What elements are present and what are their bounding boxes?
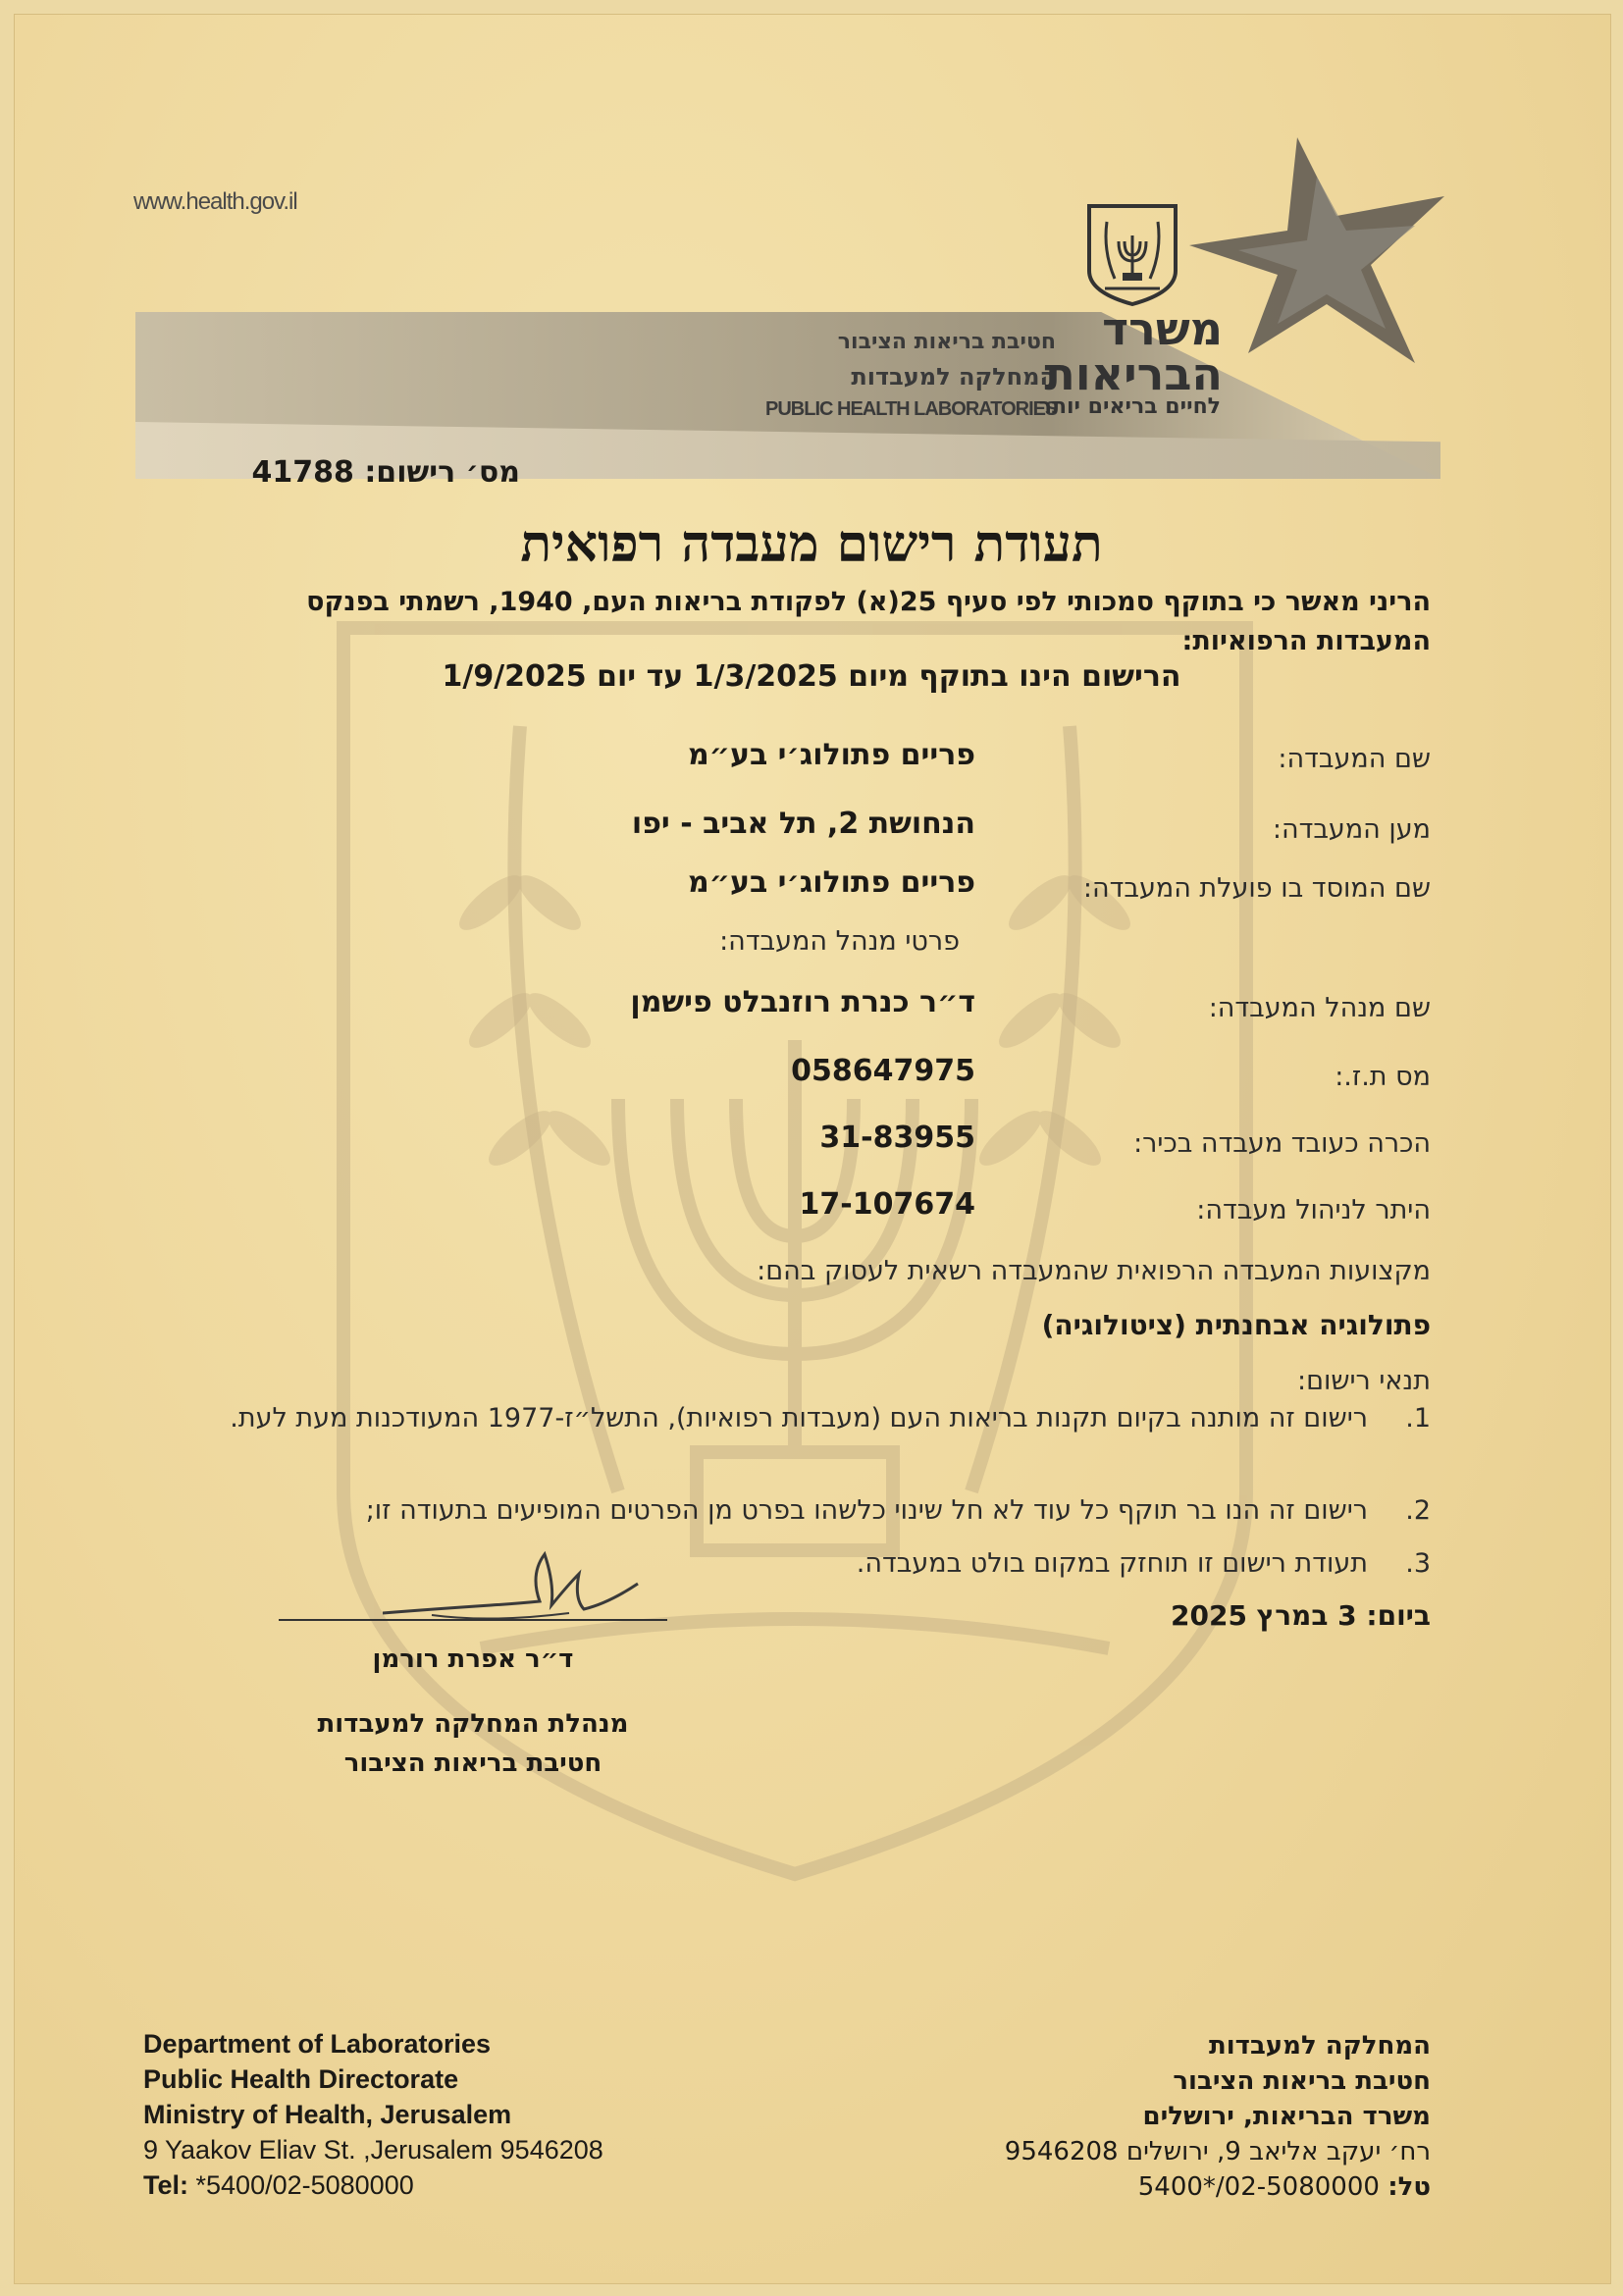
footer-he-ministry: משרד הבריאות, ירושלים <box>1142 2102 1431 2131</box>
ministry-logo-text <box>1044 302 1223 400</box>
footer-en-phone-value: *5400/02-5080000 <box>195 2170 414 2200</box>
footer-en-address: 9 Yaakov Eliav St. ,Jerusalem 9546208 <box>143 2135 603 2165</box>
director-details-label: פרטי מנהל המעבדה: <box>719 926 960 957</box>
director-name-value: ד״ר כנרת רוזנבלט פישמן <box>630 985 975 1019</box>
condition-number: 2. <box>1405 1495 1431 1526</box>
footer-en-directorate: Public Health Directorate <box>143 2064 459 2094</box>
condition-number: 1. <box>1405 1403 1431 1434</box>
registration-number <box>251 455 520 490</box>
lab-address-value: הנחושת 2, תל אביב - יפו <box>631 807 975 841</box>
footer-he-phone-value: 02-5080000/*5400 <box>1137 2172 1380 2202</box>
ministry-logo-line1: משרד <box>1102 302 1223 355</box>
lab-address-label: מען המעבדה: <box>1272 814 1431 845</box>
footer-he-phone-label: טל: <box>1387 2172 1431 2202</box>
footer-he-address: רח׳ יעקב אליאב 9, ירושלים 9546208 <box>1004 2137 1431 2166</box>
certificate-title: תעודת רישום מעבדה רפואית <box>520 514 1103 574</box>
senior-recognition-value: 31-83955 <box>819 1121 975 1155</box>
condition-text: רישום זה מותנה בקיום תקנות בריאות העם (מעבדות רפואיות), התשל״ז-1977 המעודכנות מעת לעת. <box>230 1403 1368 1434</box>
management-permit-value: 17-107674 <box>799 1187 975 1222</box>
signatory-title-line1: מנהלת המחלקה למעבדות <box>317 1709 629 1739</box>
registration-number-label: מס׳ רישום: <box>364 455 520 490</box>
institution-label: שם המוסד בו פועלת המעבדה: <box>1082 873 1431 904</box>
id-number-value: 058647975 <box>791 1054 975 1088</box>
footer-he-directorate: חטיבת בריאות הציבור <box>1173 2066 1431 2096</box>
id-number-label: מס ת.ז.: <box>1335 1062 1431 1092</box>
ministry-logo-line2: הבריאות <box>1044 347 1223 400</box>
condition-number: 3. <box>1405 1548 1431 1579</box>
condition-item <box>224 1397 1431 1440</box>
state-emblem-icon <box>1085 202 1179 306</box>
footer-he-phone <box>1138 2172 1431 2202</box>
signatory-title-line2: חטיבת בריאות הציבור <box>343 1748 602 1778</box>
lab-name-label: שם המעבדה: <box>1278 744 1431 774</box>
footer-en-ministry: Ministry of Health, Jerusalem <box>143 2100 512 2129</box>
signatory-name: ד״ר אפרת רורמן <box>372 1644 574 1674</box>
professions-label: מקצועות המעבדה הרפואית שהמעבדה רשאית לעסוק בהם: <box>757 1256 1431 1286</box>
lab-name-value: פריים פתולוג׳י בע״מ <box>687 738 975 772</box>
ministry-star-logo-icon <box>1189 137 1454 363</box>
condition-item <box>224 1489 1431 1533</box>
footer-he-department: המחלקה למעבדות <box>1208 2031 1431 2061</box>
senior-recognition-label: הכרה כעובד מעבדה בכיר: <box>1133 1128 1431 1159</box>
department-name: המחלקה למעבדות <box>851 363 1056 391</box>
footer-en-department: Department of Laboratories <box>143 2029 492 2059</box>
footer-en-phone-label: Tel: <box>143 2170 188 2200</box>
footer-en-phone <box>143 2170 414 2201</box>
registration-number-value: 41788 <box>251 455 354 490</box>
conditions-label: תנאי רישום: <box>1296 1366 1431 1396</box>
institution-value: פריים פתולוג׳י בע״מ <box>687 865 975 900</box>
department-name-en: PUBLIC HEALTH LABORATORIES <box>765 398 1058 420</box>
professions-value: פתולוגיה אבחנתית (ציטולוגיה) <box>1041 1309 1431 1341</box>
validity-period: הרישום הינו בתוקף מיום 1/3/2025 עד יום 1/9/2025 <box>442 659 1181 694</box>
management-permit-label: היתר לניהול מעבדה: <box>1196 1195 1431 1226</box>
issue-date: ביום: 3 במרץ 2025 <box>1171 1599 1431 1632</box>
ministry-slogan: לחיים בריאים יותר <box>1038 394 1221 419</box>
website-url: www.health.gov.il <box>133 188 297 215</box>
signature-line <box>279 1619 667 1621</box>
condition-text: תעודת רישום זו תוחזק במקום בולט במעבדה. <box>856 1548 1368 1579</box>
intro-text: הריני מאשר כי בתוקף סמכותי לפי סעיף 25(א) לפקודת בריאות העם, 1940, רשמתי בפנקס המעבדות הרפואיות: <box>306 587 1431 656</box>
division-name: חטיבת בריאות הציבור <box>837 330 1056 354</box>
condition-text: רישום זה הנו בר תוקף כל עוד לא חל שינוי כלשהו בפרט מן הפרטים המופיעים בתעודה זו; <box>365 1495 1368 1526</box>
director-name-label: שם מנהל המעבדה: <box>1208 993 1431 1023</box>
menorah-emblem-watermark <box>324 608 1266 1884</box>
